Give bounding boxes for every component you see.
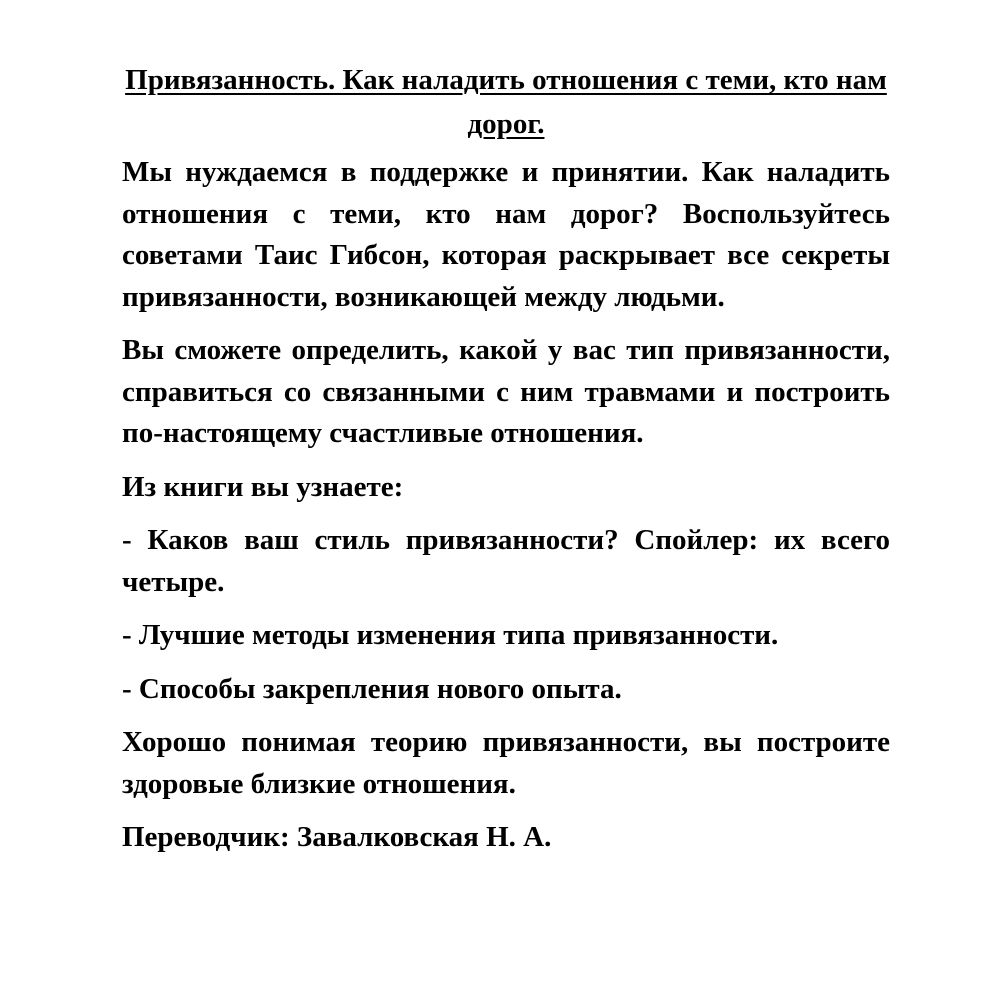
paragraph-intro: Мы нуждаемся в поддержке и принятии. Как наладить отношения с теми, кто нам дорог? Воспользуйтесь советами Таис Гибсон, которая раскрывает все секреты привязанности, возникающей между людьми. <box>122 156 890 313</box>
document-body <box>122 58 890 859</box>
document-title: Привязанность. Как наладить отношения с теми, кто нам дорог. <box>125 64 887 140</box>
list-item-attachment-style: - Каков ваш стиль привязанности? Спойлер: их всего четыре. <box>122 524 890 598</box>
paragraph-book-learnings-heading: Из книги вы узнаете: <box>122 470 404 503</box>
list-item-new-experience: - Способы закрепления нового опыта. <box>122 672 622 705</box>
translator-credit: Переводчик: Завалковская Н. А. <box>122 821 552 853</box>
list-item-best-methods: - Лучшие методы изменения типа привязанности. <box>122 619 779 651</box>
paragraph-attachment-type: Вы сможете определить, какой у вас тип привязанности, справиться со связанными с ним травмами и построить по-настоящему счастливые отношения. <box>122 334 890 449</box>
paragraph-conclusion: Хорошо понимая теорию привязанности, вы построите здоровые близкие отношения. <box>122 726 890 800</box>
